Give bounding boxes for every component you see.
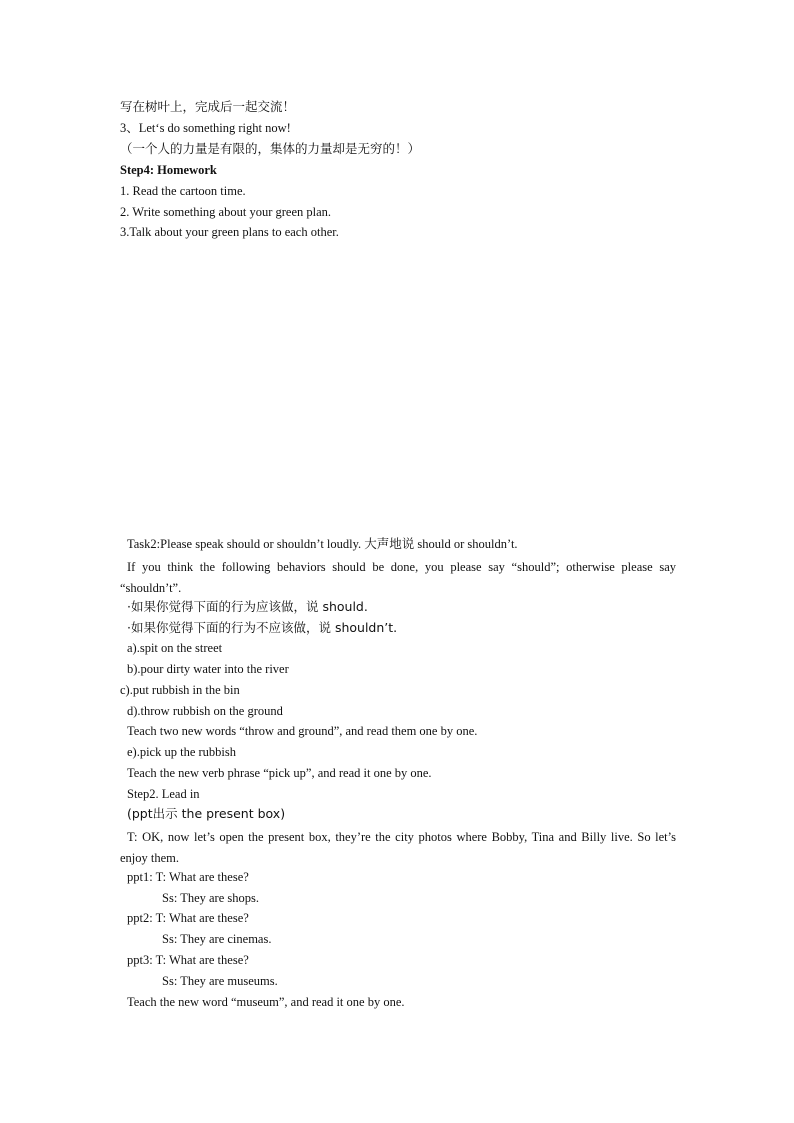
- teacher-paragraph: T: OK, now let’s open the present box, they’re the city photos where Bobby, Tina and Billy live. So let’s enjoy them.: [120, 830, 676, 865]
- homework-item-1: 1. Read the cartoon time.: [120, 184, 246, 198]
- ppt1-question: ppt1: T: What are these?: [127, 870, 249, 884]
- ppt-present-box: (ppt出示 the present box): [127, 806, 286, 821]
- ppt2-question: ppt2: T: What are these?: [127, 911, 249, 925]
- task2-line: Task2:Please speak should or shouldn’t loudly. 大声地说 should or shouldn’t.: [127, 537, 518, 551]
- collective-power-line: （一个人的力量是有限的，集体的力量却是无穷的！）: [120, 141, 421, 156]
- teach-museum: Teach the new word “museum”, and read it one by one.: [127, 995, 405, 1009]
- ppt1-answer: Ss: They are shops.: [162, 891, 259, 905]
- item-e: e).pick up the rubbish: [127, 745, 237, 759]
- lets-do-line: 3、Let‘s do something right now!: [120, 121, 291, 135]
- ppt3-question: ppt3: T: What are these?: [127, 953, 249, 967]
- teach-two-words: Teach two new words “throw and ground”, and read them one by one.: [127, 724, 478, 738]
- item-d: d).throw rubbish on the ground: [127, 704, 283, 718]
- homework-item-3: 3.Talk about your green plans to each other.: [120, 225, 339, 239]
- teach-verb-phrase: Teach the new verb phrase “pick up”, and read it one by one.: [127, 766, 432, 780]
- item-a: a).spit on the street: [127, 641, 223, 655]
- item-c: c).put rubbish in the bin: [120, 683, 240, 697]
- step4-heading: Step4: Homework: [120, 163, 217, 177]
- ppt2-answer: Ss: They are cinemas.: [162, 932, 272, 946]
- homework-item-2: 2. Write something about your green plan.: [120, 205, 332, 219]
- step2-heading: Step2. Lead in: [127, 787, 200, 801]
- bullet-should: ·如果你觉得下面的行为应该做，说 should.: [127, 599, 368, 614]
- instruction-paragraph: If you think the following behaviors should be done, you please say “should”; otherwise please say “shouldn’t”.: [120, 560, 676, 595]
- item-b: b).pour dirty water into the river: [127, 662, 289, 676]
- write-on-leaves-line: 写在树叶上，完成后一起交流！: [120, 99, 296, 114]
- bullet-shouldnt: ·如果你觉得下面的行为不应该做，说 shouldn’t.: [127, 620, 398, 635]
- ppt3-answer: Ss: They are museums.: [162, 974, 278, 988]
